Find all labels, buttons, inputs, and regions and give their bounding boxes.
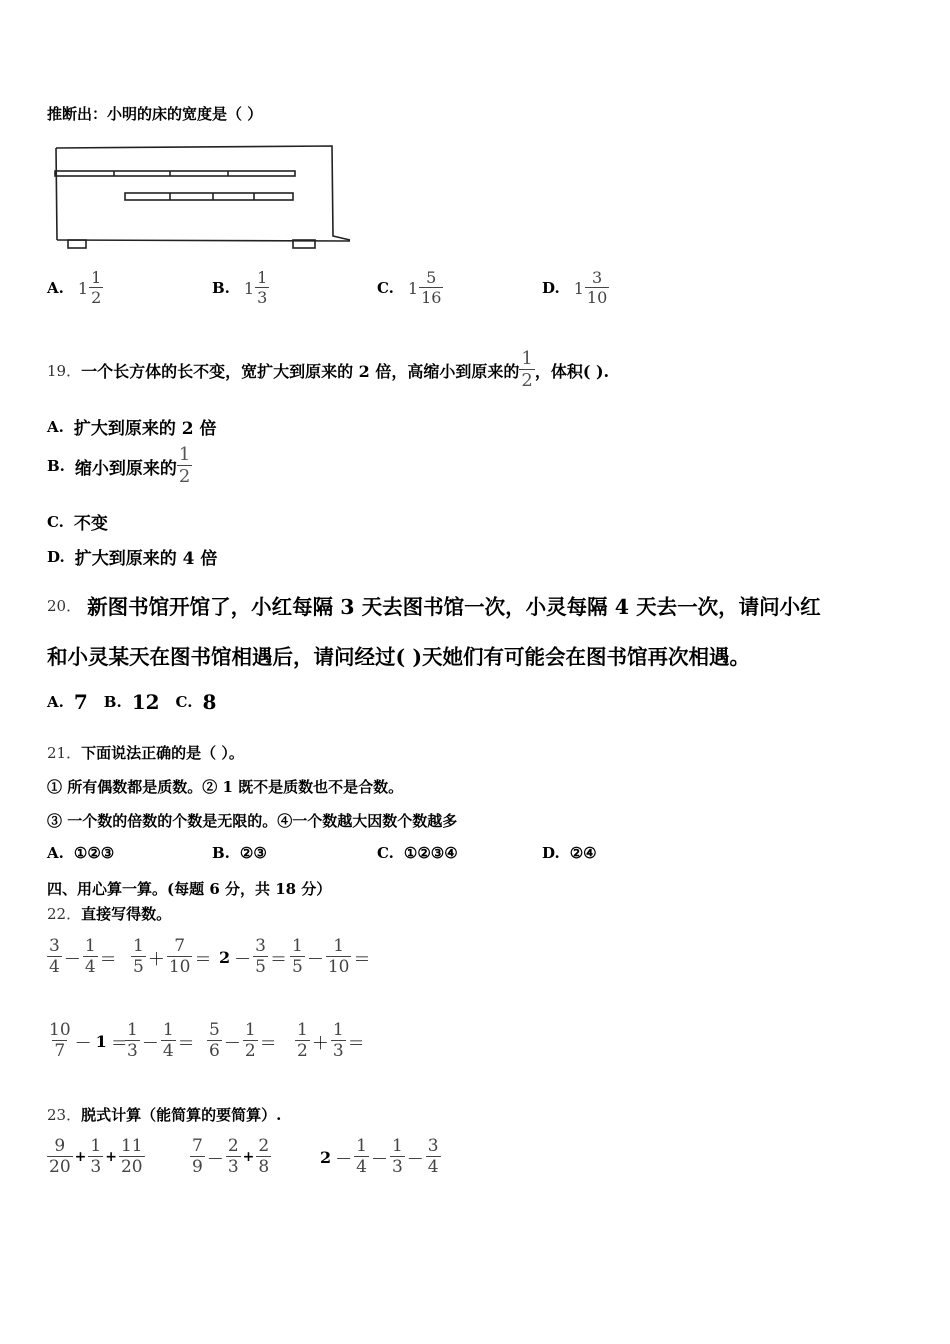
q18-option-d[interactable]: D. 1 $\frac{3}{10}$	[542, 268, 608, 307]
fraction	[326, 938, 352, 976]
fraction	[226, 1138, 241, 1176]
denominator: 8	[258, 1157, 270, 1177]
denominator: 20	[120, 1157, 143, 1177]
denominator: 10	[586, 288, 608, 307]
q19-option-a[interactable]: A. 扩大到原来的 2 倍	[47, 417, 217, 439]
denominator: 5	[255, 957, 266, 977]
denominator: 4	[49, 957, 60, 977]
q20-option-b[interactable]: B. 12	[103, 690, 160, 714]
denominator: 2	[297, 1041, 308, 1061]
operator: －	[206, 1149, 224, 1170]
operator: －	[406, 1149, 424, 1170]
denominator: 3	[257, 288, 268, 307]
numerator: 10	[49, 1020, 71, 1040]
operator: ＋	[311, 1033, 329, 1054]
q18-prompt: 推断出：小明的床的宽度是（ ）	[47, 105, 263, 123]
bed-frame-left	[56, 148, 57, 240]
operator: －	[223, 1033, 241, 1054]
whole-number: 1	[407, 278, 419, 298]
q19-question: 19． 一个长方体的长不变，宽扩大到原来的 2 倍，高缩小到原来的 $\frac{1}{2}$ ，体积( ).	[47, 348, 610, 391]
fraction	[243, 1022, 258, 1060]
operator: ＝	[259, 1033, 277, 1054]
denominator: 5	[133, 957, 144, 977]
ruler-bottom	[125, 193, 293, 200]
q21-option-b[interactable]: B. ②③	[212, 844, 267, 862]
fraction	[255, 270, 269, 306]
fraction	[190, 1138, 205, 1176]
fraction	[295, 1022, 310, 1060]
fraction	[426, 1138, 441, 1176]
q23-question: 23． 脱式计算（能简算的要简算）.	[47, 1106, 282, 1124]
q22-expr-2	[131, 938, 213, 976]
numerator: 1	[162, 1020, 174, 1040]
denominator: 4	[427, 1157, 439, 1177]
numerator: 1	[257, 268, 268, 287]
numerator: 1	[391, 1136, 403, 1156]
operator: －	[74, 1033, 92, 1054]
denominator: 3	[227, 1157, 239, 1177]
q23-expr-2	[190, 1138, 271, 1176]
fraction	[253, 938, 268, 976]
fraction	[519, 350, 534, 390]
fraction	[161, 1022, 176, 1060]
mixed-number	[78, 270, 103, 306]
numerator: 3	[591, 268, 603, 287]
q23-expr-3	[318, 1138, 441, 1176]
q21-option-d[interactable]: D. ②④	[542, 844, 597, 862]
numerator: 5	[426, 268, 437, 287]
fraction	[125, 1022, 140, 1060]
denominator: 4	[162, 1041, 174, 1061]
denominator: 4	[84, 957, 96, 977]
fraction	[47, 1138, 73, 1176]
q20-question-line2: 和小灵某天在图书馆相遇后，请问经过( )天她们有可能会在图书馆再次相遇。	[47, 645, 751, 669]
mixed-number	[408, 270, 444, 306]
q20-option-a[interactable]: A. 7	[47, 690, 88, 714]
q23-expr-1	[47, 1138, 145, 1176]
q22-expr-1	[47, 938, 119, 976]
denominator: 3	[127, 1041, 138, 1061]
fraction	[585, 270, 609, 306]
operator: +	[105, 1149, 117, 1165]
q22-expr-6	[125, 1022, 197, 1060]
fraction	[390, 1138, 405, 1176]
q18-option-b[interactable]: B. 1 $\frac{1}{3}$	[212, 268, 268, 307]
fraction	[88, 1138, 103, 1176]
numerator: 2	[227, 1136, 239, 1156]
numerator: 1	[133, 936, 144, 956]
q18-option-c[interactable]: C. 1 $\frac{5}{16}$	[377, 268, 442, 307]
operator: －	[234, 949, 252, 970]
fraction	[290, 938, 305, 976]
fraction	[47, 1022, 73, 1060]
numerator: 1	[292, 936, 303, 956]
numerator: 7	[192, 1136, 203, 1156]
fraction	[47, 938, 62, 976]
q19-option-d[interactable]: D. 扩大到原来的 4 倍	[47, 547, 218, 569]
denominator: 3	[332, 1041, 344, 1061]
operator: ＝	[353, 949, 371, 970]
q19-option-b[interactable]: B. 缩小到原来的 $\frac{1}{2}$	[47, 444, 191, 487]
operator: ＝	[347, 1033, 365, 1054]
operator: +	[242, 1149, 255, 1165]
numerator: 1	[356, 1136, 367, 1156]
numerator: 1	[178, 444, 191, 465]
numerator: 5	[209, 1020, 220, 1040]
operator: －	[335, 1149, 353, 1170]
operator: －	[141, 1033, 159, 1054]
denominator: 2	[178, 466, 191, 487]
q20-option-c[interactable]: C. 8	[175, 690, 217, 714]
q22-expr-5	[47, 1022, 130, 1060]
denominator: 5	[292, 957, 303, 977]
operator: －	[63, 949, 81, 970]
fraction	[207, 1022, 222, 1060]
operator: +	[74, 1149, 87, 1165]
mixed-number	[244, 270, 269, 306]
operator: －	[370, 1149, 388, 1170]
operator: ＝	[110, 1033, 128, 1054]
q22-expr-3	[217, 938, 289, 976]
q19-option-c[interactable]: C. 不变	[47, 512, 108, 534]
mixed-number	[574, 270, 610, 306]
q18-option-a[interactable]: A. 1 $\frac{1}{2}$	[47, 268, 102, 307]
denominator: 6	[209, 1041, 220, 1061]
operator: 2	[219, 947, 231, 967]
operator: 1	[95, 1031, 107, 1051]
q21-question: 21． 下面说法正确的是（ ）。	[47, 744, 244, 762]
bed-diagram	[50, 140, 355, 252]
denominator: 2	[521, 370, 533, 391]
operator: ＝	[269, 949, 287, 970]
q21-statement-2: ③ 一个数的倍数的个数是无限的。④一个数越大因数个数越多	[47, 812, 458, 830]
fraction	[83, 938, 98, 976]
numerator: 1	[521, 348, 533, 369]
denominator: 10	[168, 957, 191, 977]
whole-number: 1	[77, 278, 89, 298]
fraction	[131, 938, 146, 976]
numerator: 1	[244, 1020, 256, 1040]
q21-option-c[interactable]: C. ①②③④	[377, 844, 458, 862]
numerator: 1	[127, 1020, 138, 1040]
numerator: 1	[333, 936, 345, 956]
whole-number: 1	[243, 278, 255, 298]
operator: －	[306, 949, 324, 970]
denominator: 2	[91, 288, 102, 307]
denominator: 3	[391, 1157, 403, 1177]
numerator: 3	[49, 936, 60, 956]
denominator: 9	[192, 1157, 203, 1177]
section-title: 四、用心算一算。(每题 6 分，共 18 分）	[47, 880, 332, 898]
q22-expr-8	[295, 1022, 367, 1060]
numerator: 1	[84, 936, 96, 956]
operator: ＝	[99, 949, 117, 970]
numerator: 11	[120, 1136, 143, 1156]
operator: 2	[320, 1147, 332, 1167]
denominator: 3	[90, 1157, 102, 1177]
q22-expr-4	[290, 938, 372, 976]
bed-leg-left	[68, 240, 86, 248]
q22-question: 22． 直接写得数。	[47, 905, 172, 923]
fraction	[119, 1138, 145, 1176]
numerator: 9	[54, 1136, 66, 1156]
numerator: 1	[91, 268, 102, 287]
q21-option-a[interactable]: A. ①②③	[47, 844, 115, 862]
numerator: 1	[332, 1020, 344, 1040]
numerator: 7	[174, 936, 186, 956]
operator: ＋	[147, 949, 165, 970]
denominator: 4	[356, 1157, 367, 1177]
fraction	[256, 1138, 271, 1176]
denominator: 2	[244, 1041, 256, 1061]
fraction	[354, 1138, 369, 1176]
q21-statement-1: ① 所有偶数都是质数。② 1 既不是质数也不是合数。	[47, 778, 404, 796]
fraction	[419, 270, 443, 306]
denominator: 10	[327, 957, 350, 977]
q22-expr-7	[207, 1022, 279, 1060]
fraction	[177, 446, 192, 486]
whole-number: 1	[573, 278, 584, 298]
denominator: 20	[49, 1157, 71, 1177]
numerator: 3	[427, 1136, 439, 1156]
numerator: 2	[258, 1136, 270, 1156]
numerator: 1	[90, 1136, 102, 1156]
operator: ＝	[177, 1033, 195, 1054]
q20-options	[47, 690, 216, 714]
fraction	[167, 938, 193, 976]
fraction	[331, 1022, 346, 1060]
numerator: 3	[255, 936, 266, 956]
operator: ＝	[194, 949, 212, 970]
numerator: 1	[297, 1020, 308, 1040]
ruler-top	[55, 171, 295, 176]
denominator: 16	[421, 288, 442, 307]
q20-question-line1: 20． 新图书馆开馆了，小红每隔 3 天去图书馆一次，小灵每隔 4 天去一次，请问小红	[47, 595, 821, 619]
fraction	[89, 270, 103, 306]
denominator: 7	[54, 1041, 66, 1061]
